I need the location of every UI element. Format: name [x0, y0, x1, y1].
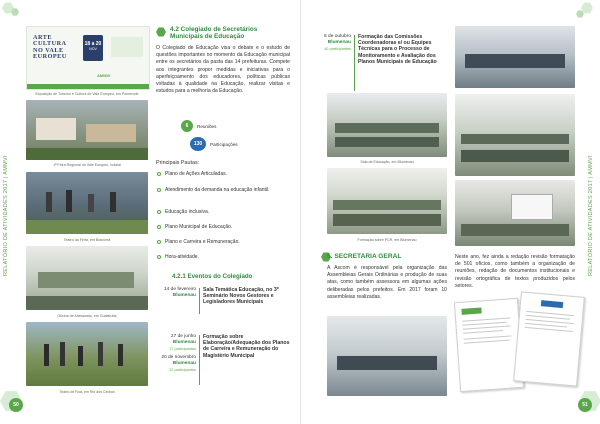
participacoes-label: Participações	[210, 142, 238, 147]
oficios-text: Neste ano, fez ainda a redação revisão formatação de 501 ofícios, como também a organização de reuniões, redação de documentos institucionais e revisão ortográfica de textos produzidos pelos setores.	[455, 254, 575, 289]
event-date-block: 27 de junho Blumenau 17 participantes 20 de novembro Blumenau 22 participantes	[161, 334, 196, 372]
bullet-icon	[157, 172, 161, 176]
fair-photo	[26, 100, 148, 160]
photo-caption: Teatro de Rua, em Rio dos Cedros	[59, 390, 115, 394]
street-theater-photo	[26, 322, 148, 386]
banner-stripe	[27, 84, 149, 89]
pautas-title: Principais Pautas:	[156, 160, 200, 166]
auditorium-photo	[455, 94, 575, 176]
photo-caption: Oficina de Artesanato, em Guabiruba	[57, 314, 117, 318]
theater-photo	[26, 172, 148, 234]
document-image	[513, 291, 585, 386]
event-title: Formação sobre Elaboração/Adequação dos Planos de Carreira e Remuneração do Magistério Municipal	[203, 334, 290, 359]
event-date-block: 14 de fevereiro Blumenau	[164, 287, 196, 298]
banner-brand: AMMVI	[97, 73, 111, 78]
bullet-icon	[157, 188, 161, 192]
participacoes-count: 130	[190, 137, 206, 151]
event-divider	[199, 288, 200, 314]
presentation-photo	[455, 180, 575, 246]
right-page	[300, 0, 600, 424]
event-date-block: 6 de outubro Blumenau 40 participantes	[324, 34, 351, 51]
workshop-photo	[26, 246, 148, 310]
event-title: Formação das Comissões Coordenadoras e/ ou Equipes Técnicas para o Processo de Monitoramento e Avaliação dos Planos Municipais de Educação	[358, 34, 437, 65]
reunioes-label: Reuniões	[197, 124, 217, 129]
page-number: 50	[9, 398, 23, 412]
training-photo	[327, 168, 447, 234]
panel-photo	[455, 26, 575, 88]
section-title: 4.2 Colegiado de Secretários Municipais de Educação	[170, 26, 258, 41]
photo-caption: 1ª Feira Regional do Vale Europeu, Indaial	[53, 163, 121, 167]
meeting-room-photo	[327, 93, 447, 157]
side-label-left: RELATÓRIO DE ATIVIDADES 2017 | AMMVI	[3, 155, 9, 276]
pauta-item: Plano de Ações Articuladas.	[165, 171, 227, 177]
pauta-item: Educação inclusiva.	[165, 209, 210, 215]
event-title: Sala Temática Educação, no 3º Seminário Novos Gestores e Legisladores Municipais	[203, 287, 279, 306]
section-title: 5. SECRETARIA GERAL	[327, 253, 402, 260]
assembly-photo	[327, 316, 447, 396]
colegiado-intro: O Colegiado de Educação visa o debate e o estudo de questões importantes no momento da Educação municipal entre os secretários da pasta das 14 prefeituras. Compete aos integrantes propor medidas e iniciativas para o aperfeiçoamento dos educadores, políticas públicas voltadas à qualidade na Educação, realizar visitas e estudos para a melhoria da Educação.	[156, 45, 290, 95]
banner-date: 18 a 20 NOV	[83, 35, 103, 61]
secretaria-text: A Ascom é responsável pela organização das Assembleias Gerais Ordinárias e produção de suas atas, como também assessora em algumas ações deliberadas pelos prefeitos. Em 2017 foram 10 assembleias realizadas.	[327, 265, 447, 300]
photo-caption: Sala de Educação, em Blumenau	[360, 160, 414, 164]
bullet-icon	[157, 210, 161, 214]
bullet-icon	[157, 255, 161, 259]
side-label-right: RELATÓRIO DE ATIVIDADES 2017 | AMMVI	[588, 155, 594, 276]
events-title: 4.2.1 Eventos do Colegiado	[172, 273, 253, 280]
pauta-item: Plano Municipal de Educação.	[165, 224, 233, 230]
pauta-item: Atendimento da demanda na educação infantil.	[165, 187, 270, 193]
pauta-item: Plano e Carreira e Remuneração.	[165, 239, 240, 245]
banner-title: ARTE CULTURA NO VALE EUROPEU	[33, 34, 67, 61]
page-number: 51	[578, 398, 592, 412]
photo-caption: Teatro da Feira, em Botuverá	[63, 238, 111, 242]
event-banner-photo	[26, 26, 150, 90]
bullet-icon	[157, 225, 161, 229]
photo-caption: Exposição de Turismo e Cultura do Vale Europeu, em Pomerode	[35, 92, 139, 96]
pauta-item: Hora-atividade.	[165, 254, 199, 260]
section-hex-icon	[156, 27, 166, 37]
event-divider	[354, 35, 355, 91]
reunioes-count: 6	[181, 120, 193, 132]
photo-caption: Formação sobre PCR, em Blumenau	[357, 238, 417, 242]
bullet-icon	[157, 240, 161, 244]
event-divider	[199, 335, 200, 385]
banner-artwork	[111, 37, 143, 57]
